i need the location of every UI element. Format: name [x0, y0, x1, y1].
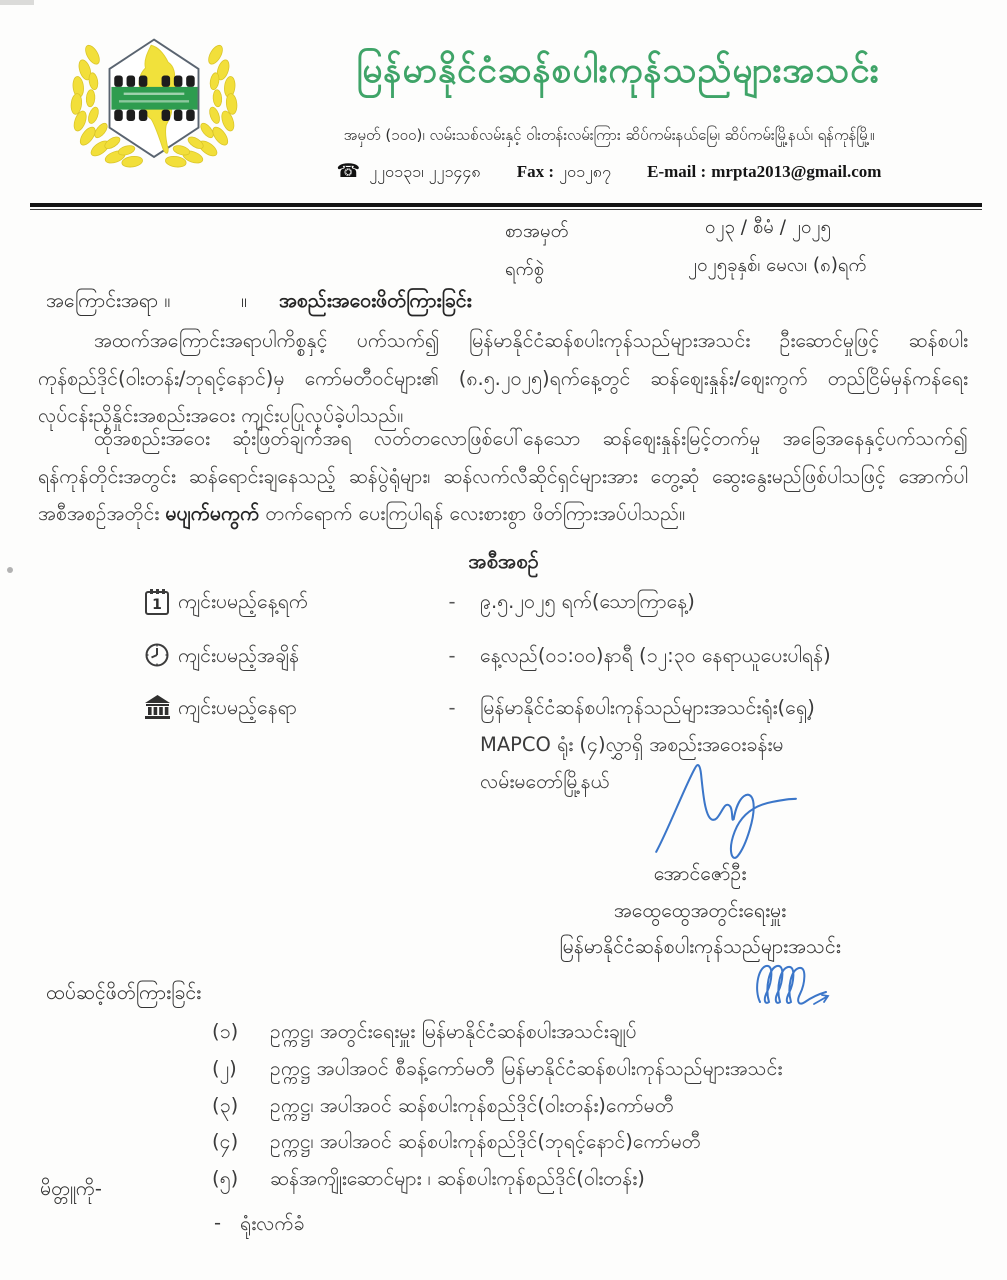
signer-organization: မြန်မာနိုင်ငံဆန်စပါးကုန်သည်များအသင်း	[559, 935, 841, 958]
agenda-label-venue: ကျင်းပမည့်နေရာ	[178, 696, 297, 719]
cc-item-text: ဥက္ကဋ္ဌ၊ အပါအဝင် ဆန်စပါးကုန်စည်ဒိုင်(ဝါးတန်း)ကော်မတီ	[270, 1093, 674, 1117]
scan-speck	[7, 567, 13, 573]
cc-list	[212, 1014, 782, 1198]
phone-icon: ☎	[336, 160, 361, 182]
cc-item-text: ဥက္ကဋ္ဌ အပါအဝင် စီခန့်ကော်မတီ မြန်မာနိုင်ငံဆန်စပါးကုန်သည်များအသင်း	[270, 1056, 783, 1080]
building-icon	[144, 689, 178, 732]
scan-edge-mark	[0, 0, 34, 5]
venue-line-2: MAPCO ရုံး (၄)လွှာရှိ အစည်းအဝေးခန်းမ	[480, 733, 784, 756]
paragraph2-text-after: တက်ရောက် ပေးကြပါရန် လေးစားစွာ ဖိတ်ကြားအပ်ပါသည်။	[259, 502, 686, 525]
agenda-dash: -	[448, 696, 456, 719]
organization-name: မြန်မာနိုင်ငံဆန်စပါးကုန်သည်များအသင်း	[356, 51, 880, 91]
calendar-icon	[144, 583, 178, 628]
subject-label: အကြောင်းအရာ ။	[46, 289, 171, 312]
contact-line	[238, 160, 980, 185]
cc-item-number: (၃)	[212, 1093, 239, 1117]
venue-line-1: မြန်မာနိုင်ငံဆန်စပါးကုန်သည်များအသင်းရုံး(ရှေ့)	[480, 696, 815, 719]
cc-item	[212, 1161, 782, 1198]
agenda-value-time: နေ့လည်(၀၁:၀၀)နာရီ (၁၂:၃၀ နေရာယူပေးပါရန်)	[480, 644, 831, 667]
paragraph2-bold-phrase: မပျက်မကွက်	[165, 502, 260, 525]
agenda-label-date: ကျင်းပမည့်နေ့ရက်	[178, 590, 309, 613]
email-address: mrpta2013@gmail.com	[711, 162, 882, 181]
date-label: ရက်စွဲ	[505, 259, 545, 280]
cc-item-text: ဥက္ကဋ္ဌ၊ အတွင်းရေးမှူး မြန်မာနိုင်ငံဆန်စပါးအသင်းချုပ်	[270, 1020, 637, 1043]
signer-name: အောင်ဇော်ဦး	[653, 862, 747, 885]
ref-number-value: ၀၂၃ / စီမံ / ၂၀၂၅	[705, 217, 831, 238]
paragraph2-text: ထိုအစည်းအဝေး ဆုံးဖြတ်ချက်အရ လတ်တလောဖြစ်ပေါ်နေသော ဆန်ဈေးနှုန်းမြင့်တက်မှု အခြေအနေနှင့်ပက်သက်၍ ရန်ကုန်တိုင်းအတွင်း ဆန်ရောင်းချနေသည့် ဆန်ပွဲရုံများ၊ ဆန်လက်လီဆိုင်ရှင်များအား တွေ့ဆုံ ဆွေးနွေးမည်ဖြစ်ပါသဖြင့် အောက်ပါအစီအစဉ်အတိုင်း	[38, 427, 968, 525]
signature-ink	[645, 758, 800, 860]
venue-line-3: လမ်းမတော်မြို့နယ်	[480, 770, 610, 793]
agenda-title: အစီအစဉ်	[468, 549, 539, 573]
subject-row	[46, 288, 472, 317]
ref-number-label: စာအမှတ်	[505, 221, 569, 242]
copy-item	[214, 1211, 304, 1240]
agenda-row-date	[144, 583, 831, 628]
agenda-row-time	[144, 637, 831, 680]
cc-item-text: ဥက္ကဋ္ဌ၊ အပါအဝင် ဆန်စပါးကုန်စည်ဒိုင်(ဘုရင့်နောင်)ကော်မတီ	[270, 1130, 701, 1154]
cc-item	[212, 1124, 782, 1161]
agenda-value-date: ၉.၅.၂၀၂၅ ရက်(သောကြာနေ့)	[480, 590, 695, 613]
association-logo	[64, 32, 244, 174]
subject-separator: ။	[241, 289, 247, 312]
calendar-day-number: 1	[152, 597, 162, 613]
fax-number: ၂၀၁၂၈၇	[559, 162, 611, 181]
agenda-label-time: ကျင်းပမည့်အချိန်	[178, 644, 300, 667]
agenda-dash: -	[448, 590, 456, 613]
signer-position: အထွေထွေအတွင်းရေးမှူး	[613, 898, 787, 922]
clock-icon	[144, 637, 178, 680]
cc-item	[212, 1088, 782, 1125]
cc-item-number: (၄)	[212, 1130, 239, 1154]
cc-item	[212, 1051, 782, 1088]
cc-item-number: (၁)	[212, 1020, 239, 1043]
cc-heading: ထပ်ဆင့်ဖိတ်ကြားခြင်း	[46, 981, 202, 1004]
copy-item-dash: -	[214, 1211, 222, 1234]
date-value: ၂၀၂၅ခုနှစ်၊ မေလ၊ (၈)ရက်	[688, 255, 867, 276]
cc-item-number: (၂)	[212, 1056, 237, 1080]
header-divider	[30, 203, 982, 210]
cc-item-text: ဆန်အကျိုးဆောင်များ ၊ ဆန်စပါးကုန်စည်ဒိုင်(ဝါးတန်း)	[270, 1167, 645, 1191]
email-label: E-mail :	[647, 162, 707, 181]
body-paragraph-1: အထက်အကြောင်းအရာပါကိစ္စနှင့် ပက်သက်၍ မြန်မာနိုင်ငံဆန်စပါးကုန်သည်များအသင်း ဦးဆောင်မှုဖြင့် ဆန်စပါးကုန်စည်ဒိုင်(ဝါးတန်း/ဘုရင့်နောင်)မှ ကော်မတီဝင်များ၏ (၈.၅.၂၀၂၅)ရက်နေ့တွင် ဆန်ဈေးနှုန်း/ဈေးကွက် တည်ငြိမ်မှန်ကန်ရေး လုပ်ငန်းညှိနှိုင်းအစည်းအဝေး ကျင်းပပြုလုပ်ခဲ့ပါသည်။	[38, 329, 968, 427]
organization-address: အမှတ် (၁၀၀)၊ လမ်းသစ်လမ်းနှင့် ဝါးတန်းလမ်းကြား ဆိပ်ကမ်းနယ်မြေ၊ ဆိပ်ကမ်းမြို့နယ်၊ ရန်ကုန်မြို့။	[343, 126, 875, 144]
copy-to-label: မိတ္တူကို-	[40, 1177, 102, 1200]
body-paragraph-2	[38, 420, 968, 533]
phone-numbers: ၂၂၀၁၃၁၊ ၂၂၁၄၄၈	[369, 162, 481, 181]
copy-item-text: ရုံးလက်ခံ	[240, 1212, 305, 1235]
subject-title: အစည်းအဝေးဖိတ်ကြားခြင်း	[279, 289, 472, 312]
pen-scribble	[752, 956, 864, 1012]
cc-item-number: (၅)	[212, 1167, 239, 1191]
signature-block	[540, 856, 860, 966]
fax-label: Fax :	[516, 162, 554, 181]
cc-item	[212, 1014, 782, 1051]
agenda-dash: -	[448, 644, 456, 667]
